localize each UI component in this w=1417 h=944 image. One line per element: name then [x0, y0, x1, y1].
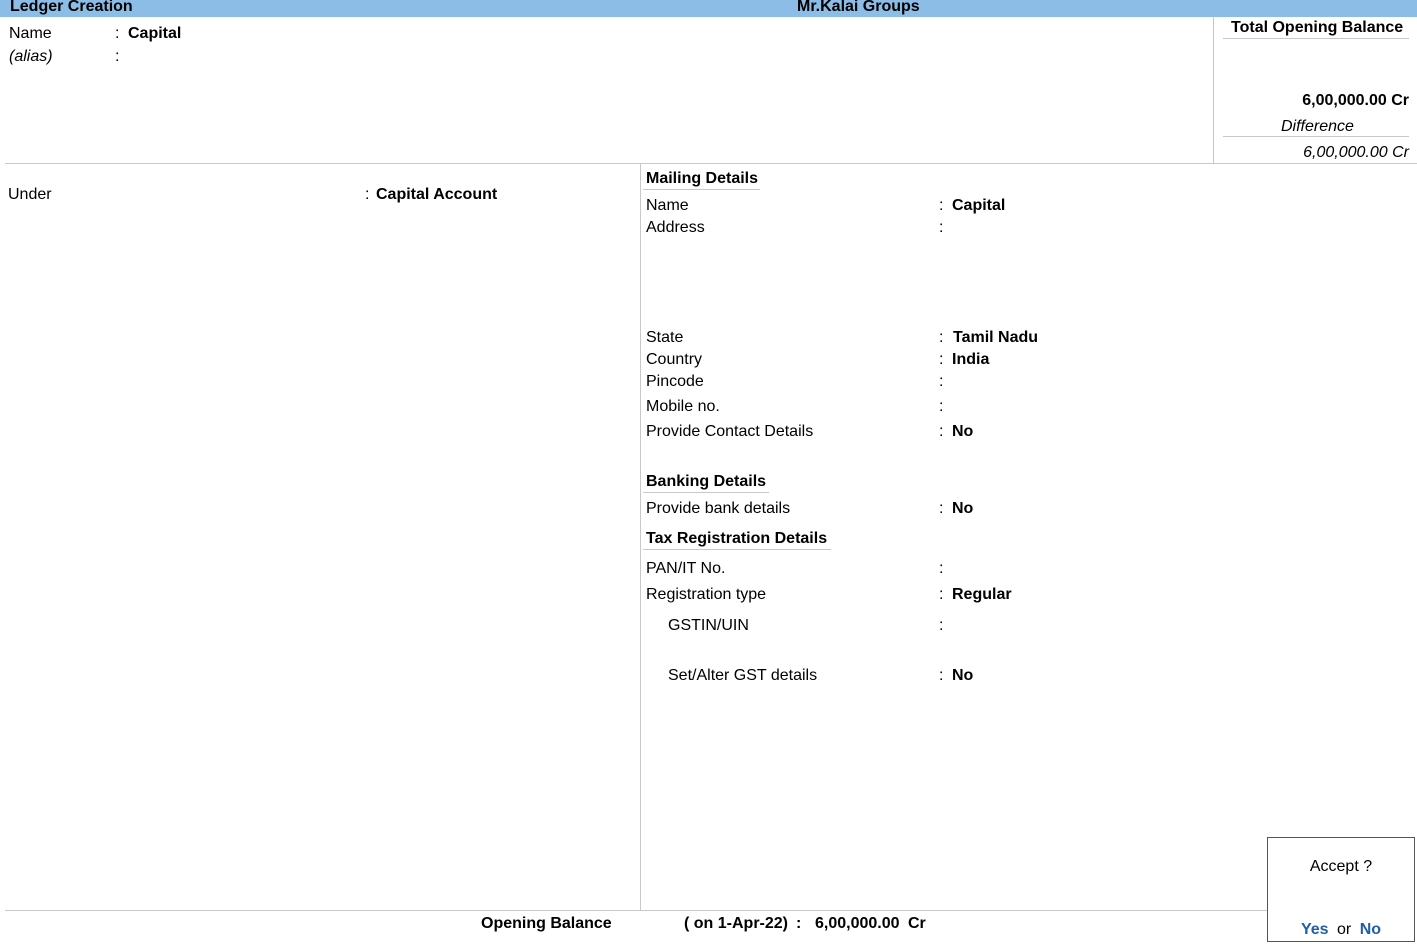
tax-registration-heading: Tax Registration Details — [646, 530, 828, 547]
company-name: Mr.Kalai Groups — [797, 0, 920, 15]
registration-type-field[interactable]: Regular — [952, 586, 1012, 603]
tax-heading-underline — [643, 549, 831, 550]
name-colon: : — [115, 25, 120, 42]
under-field[interactable]: Capital Account — [376, 186, 498, 203]
mobile-colon: : — [939, 398, 944, 415]
opening-balance-date: ( on 1-Apr-22) — [684, 915, 788, 932]
address-label: Address — [646, 219, 705, 236]
country-field[interactable]: India — [952, 351, 990, 368]
set-alter-gst-colon: : — [939, 667, 944, 684]
accept-prompt: Accept ? — [1309, 858, 1373, 875]
under-label: Under — [8, 186, 52, 203]
mailing-name-label: Name — [646, 197, 689, 214]
mobile-field[interactable] — [952, 398, 1152, 416]
address-field[interactable] — [952, 219, 1352, 309]
mailing-heading-underline — [643, 189, 760, 190]
provide-contact-label: Provide Contact Details — [646, 423, 814, 440]
state-field[interactable]: Tamil Nadu — [953, 329, 1039, 346]
footer-divider — [5, 910, 1267, 911]
provide-contact-colon: : — [939, 423, 944, 440]
accept-actions — [1268, 921, 1414, 939]
column-divider — [640, 164, 641, 910]
opening-balance-label: Opening Balance — [481, 915, 612, 932]
pan-field[interactable] — [952, 560, 1152, 578]
mailing-details-heading: Mailing Details — [646, 170, 759, 187]
mailing-name-field[interactable]: Capital — [952, 197, 1006, 214]
gstin-label: GSTIN/UIN — [668, 617, 749, 634]
alias-field[interactable] — [128, 48, 428, 66]
accept-no-button[interactable]: No — [1359, 921, 1382, 938]
balance-title-underline — [1223, 38, 1409, 39]
gstin-field[interactable] — [952, 617, 1152, 635]
screen-title: Ledger Creation — [10, 0, 133, 15]
accept-yes-button[interactable]: Yes — [1300, 921, 1329, 938]
provide-bank-field[interactable]: No — [952, 500, 974, 517]
country-label: Country — [646, 351, 703, 368]
gstin-colon: : — [939, 617, 944, 634]
alias-colon: : — [115, 48, 120, 65]
pan-label: PAN/IT No. — [646, 560, 726, 577]
accept-dialog — [1267, 837, 1415, 942]
mailing-name-colon: : — [939, 197, 944, 214]
registration-type-colon: : — [939, 586, 944, 603]
difference-label: Difference — [1281, 118, 1354, 135]
name-label: Name — [9, 25, 52, 42]
banking-details-heading: Banking Details — [646, 473, 767, 490]
name-field[interactable]: Capital — [128, 25, 182, 42]
registration-type-label: Registration type — [646, 586, 767, 603]
banking-heading-underline — [643, 492, 769, 493]
accept-or-text: or — [1337, 921, 1352, 938]
total-opening-balance-title: Total Opening Balance — [1231, 19, 1404, 36]
under-colon: : — [365, 186, 370, 203]
pincode-field[interactable] — [952, 373, 1152, 391]
state-label: State — [646, 329, 684, 346]
difference-value: 6,00,000.00 Cr — [1303, 144, 1409, 161]
opening-balance-amount[interactable]: 6,00,000.00 — [815, 915, 900, 932]
alias-label: (alias) — [9, 48, 53, 65]
provide-bank-colon: : — [939, 500, 944, 517]
total-opening-balance-value: 6,00,000.00 Cr — [1302, 92, 1409, 109]
title-bar — [0, 0, 1417, 17]
country-colon: : — [939, 351, 944, 368]
state-colon: : — [939, 329, 944, 346]
pincode-colon: : — [939, 373, 944, 390]
header-divider — [5, 163, 1417, 164]
provide-contact-field[interactable]: No — [952, 423, 974, 440]
pan-colon: : — [939, 560, 944, 577]
address-colon: : — [939, 219, 944, 236]
opening-balance-colon: : — [796, 915, 802, 932]
set-alter-gst-label: Set/Alter GST details — [668, 667, 818, 684]
set-alter-gst-field[interactable]: No — [952, 667, 974, 684]
provide-bank-label: Provide bank details — [646, 500, 791, 517]
pincode-label: Pincode — [646, 373, 704, 390]
difference-separator — [1223, 136, 1409, 137]
mobile-label: Mobile no. — [646, 398, 720, 415]
opening-balance-drcr[interactable]: Cr — [908, 915, 926, 932]
balance-panel-divider — [1213, 17, 1214, 163]
